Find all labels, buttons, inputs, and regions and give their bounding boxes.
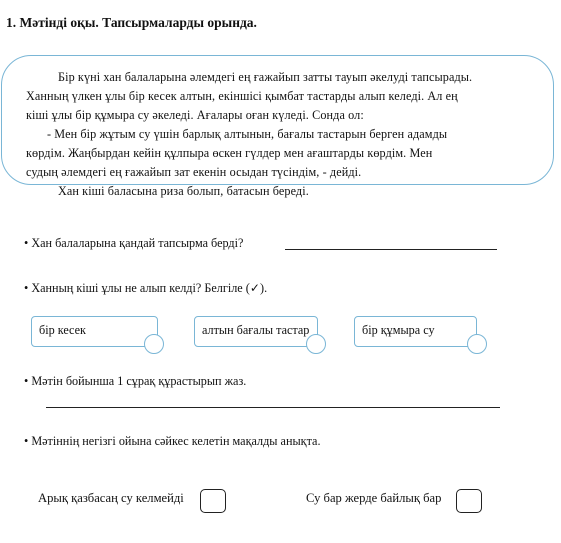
story-line: - Мен бір жұтым су үшін барлық алтынын, бағалы тастарын берген адамды [47, 127, 448, 141]
choice-water[interactable]: бір құмыра су [354, 316, 477, 347]
choice-stones-checkbox[interactable] [306, 334, 326, 354]
choice-water-checkbox[interactable] [467, 334, 487, 354]
question-2: • Ханның кіші ұлы не алып келді? Белгіле (✓). [24, 281, 268, 295]
question-3: • Мәтін бойынша 1 сұрақ құрастырып жаз. [24, 374, 247, 388]
story-line: Бір күні хан балаларына әлемдегі ең ғажайып затты тауып әкелуді тапсырады. [58, 70, 473, 84]
choice-stones[interactable]: алтын бағалы тастар [194, 316, 318, 347]
choice-gold[interactable]: бір кесек [31, 316, 158, 347]
story-line: судың әлемдегі ең ғажайып зат екенін осыдан түсіндім, - дейді. [26, 165, 362, 179]
story-line: кіші ұлы бір құмыра су әкеледі. Ағалары оған күледі. Сонда ол: [26, 108, 364, 122]
proverb-1-checkbox[interactable] [200, 489, 226, 513]
proverb-1: Арық қазбасаң су келмейді [38, 491, 184, 505]
story-line: көрдім. Жаңбырдан кейін құлпыра өскен гүлдер мен ағаштарды көрдім. Мен [26, 146, 433, 160]
story-line: Хан кіші баласына риза болып, батасын береді. [58, 184, 309, 198]
proverb-2: Су бар жерде байлық бар [306, 491, 442, 505]
answer-line-1[interactable] [285, 248, 497, 250]
question-1: • Хан балаларына қандай тапсырма берді? [24, 236, 244, 250]
choice-gold-checkbox[interactable] [144, 334, 164, 354]
story-line: Ханның үлкен ұлы бір кесек алтын, екіншісі қымбат тастарды алып келеді. Ал ең [26, 89, 458, 103]
task-title: 1. Мәтінді оқы. Тапсырмаларды орында. [6, 15, 257, 30]
proverb-2-checkbox[interactable] [456, 489, 482, 513]
answer-line-3[interactable] [46, 406, 500, 408]
question-4: • Мәтіннің негізгі ойына сәйкес келетін мақалды анықта. [24, 434, 321, 448]
